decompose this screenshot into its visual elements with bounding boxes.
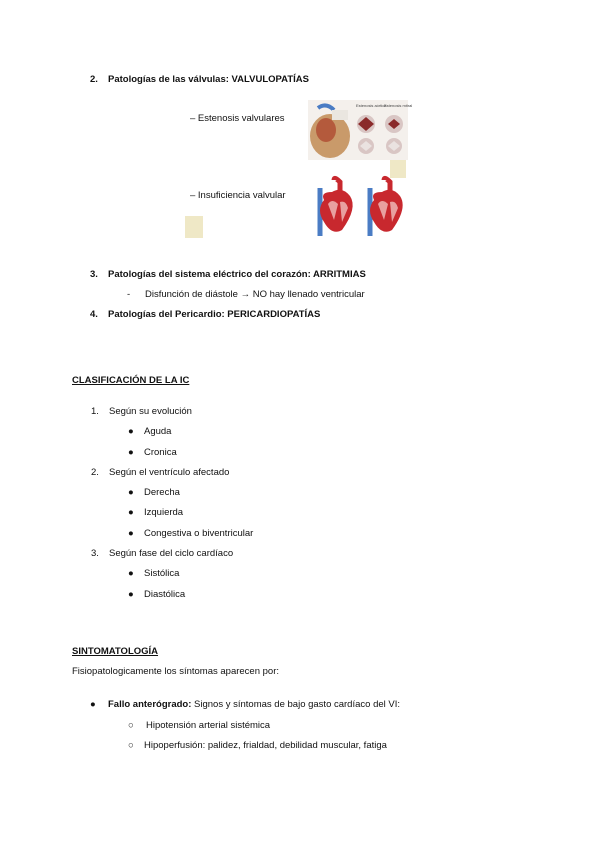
item-number: 2. <box>91 467 99 478</box>
section-4-heading <box>90 309 320 320</box>
clasif-item-3 <box>91 548 233 559</box>
sub-item-text: Disfunción de diástole → NO hay llenado ventricular <box>145 289 365 300</box>
sub-item-label: Hipoperfusión: palidez, frialdad, debilidad muscular, fatiga <box>144 740 387 751</box>
sticky-note-2 <box>185 216 203 238</box>
sub-item-label: Diastólica <box>144 589 186 600</box>
image-caption-right: Estenosis mitral <box>384 103 413 108</box>
section-title: Patologías de las válvulas: VALVULOPATÍAS <box>108 74 309 85</box>
bullet-icon: ● <box>128 528 134 539</box>
bullet-icon: ● <box>128 568 134 579</box>
section-2-heading <box>90 74 309 85</box>
insuficiencia-label: – Insuficiencia valvular <box>190 190 286 201</box>
sub-item-label: Sistólica <box>144 568 180 579</box>
section-title: Patologías del sistema eléctrico del corazón: ARRITMIAS <box>108 269 366 280</box>
fallo-description: Signos y síntomas de bajo gasto cardíaco del VI: <box>191 699 400 710</box>
sub-item-label: Aguda <box>144 426 172 437</box>
item-number: 1. <box>91 406 99 417</box>
clasif-item-2 <box>91 467 229 478</box>
arritmias-sub-item <box>127 289 365 300</box>
sub-item-label: Hipotensión arterial sistémica <box>146 720 271 731</box>
bullet-icon: ● <box>128 447 134 458</box>
clasif-sub-item <box>128 447 177 458</box>
section-3-heading <box>90 269 366 280</box>
estenosis-label: – Estenosis valvulares <box>190 113 285 124</box>
bullet-icon: ● <box>90 699 96 710</box>
clasif-sub-item <box>128 589 185 600</box>
bullet-icon: ● <box>128 487 134 498</box>
clasificacion-heading: CLASIFICACIÓN DE LA IC <box>72 375 190 386</box>
fallo-anterogrado-item <box>90 699 400 710</box>
sintomatologia-heading: SINTOMATOLOGÍA <box>72 646 159 657</box>
image-caption-left: Estenosis aórtica <box>356 103 387 108</box>
sub-item-label: Izquierda <box>144 507 184 518</box>
bullet-icon: ● <box>128 426 134 437</box>
sub-item-label: Cronica <box>144 447 177 458</box>
item-label: Según fase del ciclo cardíaco <box>109 548 234 559</box>
heart-left-illustration <box>320 178 353 236</box>
section-number: 4. <box>90 309 98 320</box>
section-title: Patologías del Pericardio: PERICARDIOPATÍAS <box>108 309 321 320</box>
sintoma-sub-item <box>128 720 270 731</box>
bullet-icon: ● <box>128 589 134 600</box>
item-label: Según su evolución <box>109 406 192 417</box>
fallo-label: Fallo anterógrado: <box>108 699 192 710</box>
circle-bullet-icon: ○ <box>128 720 134 731</box>
clasif-sub-item <box>128 426 171 437</box>
item-number: 3. <box>91 548 99 559</box>
section-number: 2. <box>90 74 98 85</box>
section-number: 3. <box>90 269 98 280</box>
heart-right-illustration <box>370 178 403 236</box>
valve-insufficiency-image <box>312 178 412 238</box>
clasif-sub-item <box>128 507 183 518</box>
clasif-item-1 <box>91 406 192 417</box>
sticky-note-1 <box>390 160 406 178</box>
clasif-sub-item <box>128 568 179 579</box>
sintoma-sub-item <box>128 740 387 751</box>
item-label: Según el ventrículo afectado <box>109 467 230 478</box>
circle-bullet-icon: ○ <box>128 740 134 751</box>
clasif-sub-item <box>128 528 253 539</box>
clasif-sub-item <box>128 487 180 498</box>
sub-item-label: Derecha <box>144 487 180 498</box>
sub-item-label: Congestiva o biventricular <box>144 528 254 539</box>
bullet-icon: ● <box>128 507 134 518</box>
sintomatologia-intro: Fisiopatologicamente los síntomas aparecen por: <box>72 666 280 677</box>
valve-stenosis-image <box>308 100 413 160</box>
dash-marker: - <box>127 289 131 300</box>
